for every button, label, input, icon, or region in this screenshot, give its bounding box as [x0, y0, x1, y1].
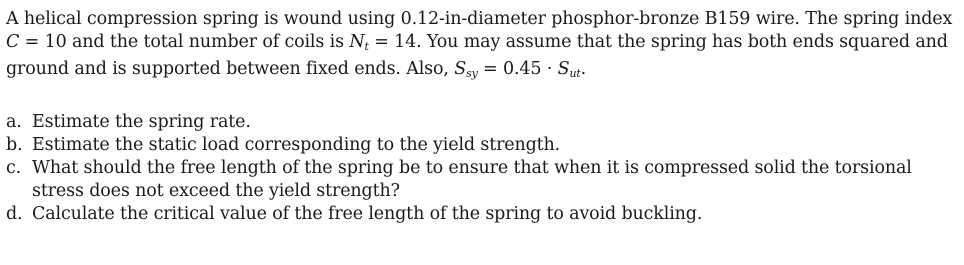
coil-count-subscript: t — [364, 40, 369, 53]
shear-yield-symbol: S — [454, 59, 467, 79]
part-marker: b. — [6, 135, 23, 155]
intro-text: . — [580, 59, 587, 79]
spring-index-symbol: C — [6, 32, 20, 52]
intro-text: = 14. You may assume that the spring has both ends squared and ground and is supported between fixed ends. Also, — [6, 32, 948, 79]
question-part-c — [6, 157, 956, 203]
part-text: Calculate the critical value of the free length of the spring to avoid buckling. — [32, 204, 703, 224]
intro-text: = 10 and the total number of coils is — [19, 32, 350, 52]
coil-count-symbol: N — [349, 32, 365, 52]
intro-text: A helical compression spring is wound using 0.12-in-diameter phosphor-bronze B159 wire. The spring index — [6, 9, 953, 29]
question-part-b — [6, 134, 956, 157]
part-marker: d. — [6, 204, 23, 224]
part-text: What should the free length of the spring be to ensure that when it is compressed solid the torsional stress does not exceed the yield strength? — [32, 158, 912, 201]
part-marker: c. — [6, 158, 22, 178]
intro-text: = 0.45 · — [477, 59, 558, 79]
part-text: Estimate the static load corresponding to the yield strength. — [32, 135, 561, 155]
problem-intro — [6, 8, 956, 85]
question-part-d — [6, 203, 956, 226]
question-parts-list — [6, 111, 956, 226]
problem-statement — [6, 8, 956, 226]
ultimate-strength-symbol: S — [557, 59, 570, 79]
part-text: Estimate the spring rate. — [32, 112, 251, 132]
question-part-a — [6, 111, 956, 134]
part-marker: a. — [6, 112, 22, 132]
ultimate-strength-subscript: ut — [569, 67, 581, 80]
shear-yield-subscript: sy — [466, 67, 478, 80]
